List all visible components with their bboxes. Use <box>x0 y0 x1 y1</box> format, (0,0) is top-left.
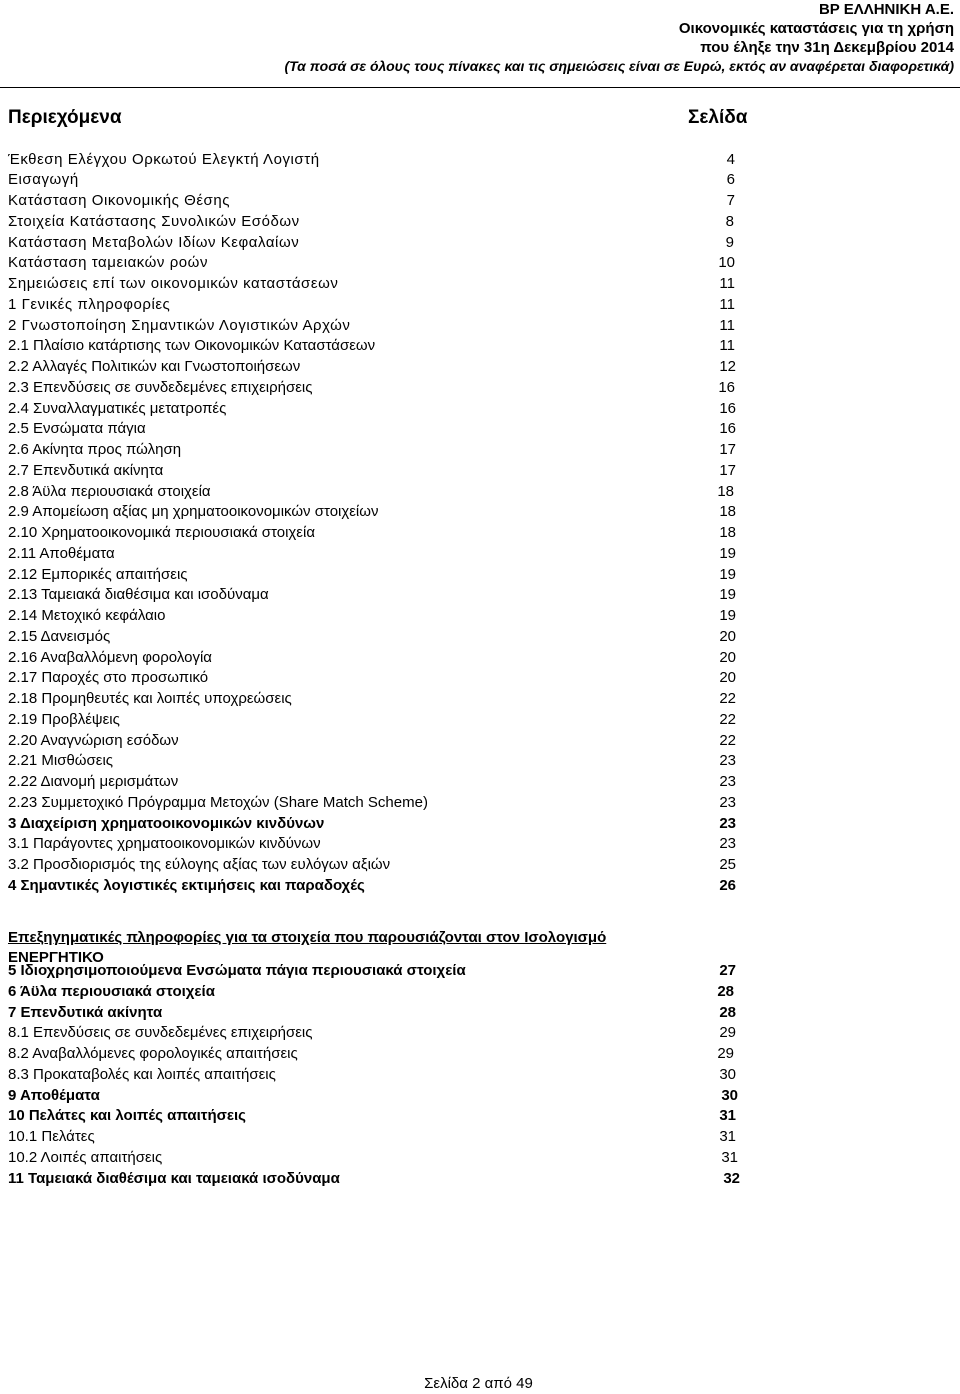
page-number-label: Σελίδα 2 από 49 <box>424 1375 533 1392</box>
toc-entry-page: 11 <box>719 316 735 334</box>
toc-entry <box>8 377 768 398</box>
toc-entry-page: 26 <box>719 876 736 894</box>
toc-entry-title: Σημειώσεις επί των οικονομικών καταστάσεων <box>8 275 339 292</box>
toc-entry-title: Εισαγωγή <box>8 171 79 189</box>
toc-entry <box>8 211 768 232</box>
toc-entry <box>8 315 768 336</box>
toc-entry <box>8 1168 768 1189</box>
toc-entry-title: 4 Σημαντικές λογιστικές εκτιμήσεις και παραδοχές <box>8 876 365 894</box>
toc-entry <box>8 1064 768 1085</box>
toc-entry-title: 2.21 Μισθώσεις <box>8 752 114 770</box>
toc-entry-page: 19 <box>719 544 736 562</box>
toc-entry-title: 9 Αποθέματα <box>8 1086 100 1104</box>
toc-entry-page: 19 <box>719 565 736 583</box>
toc-entry-title: 2.1 Πλαίσιο κατάρτισης των Οικονομικών Καταστάσεων <box>8 337 376 355</box>
toc-entry-title: Έκθεση Ελέγχου Ορκωτού Ελεγκτή Λογιστή <box>8 150 320 168</box>
toc-entry-page: 20 <box>719 627 736 645</box>
toc-entry-title: 8.1 Επενδύσεις σε συνδεδεμένες επιχειρήσεις <box>8 1024 313 1042</box>
toc-entry-page: 23 <box>719 752 736 770</box>
toc-entry-page: 17 <box>719 441 736 458</box>
toc-entry <box>8 335 768 356</box>
toc-entry-title: 2.22 Διανομή μερισμάτων <box>8 773 179 790</box>
toc-entry <box>8 418 768 439</box>
toc-entry <box>8 960 768 981</box>
toc-entry-page: 23 <box>719 814 736 832</box>
toc-entry-title: 2.13 Ταμειακά διαθέσιμα και ισοδύναμα <box>8 586 269 604</box>
toc-entry-page: 18 <box>717 482 734 500</box>
toc-entry <box>8 1126 768 1147</box>
page-footer <box>0 1374 960 1394</box>
toc-entry-title: 2.6 Ακίνητα προς πώληση <box>8 441 182 458</box>
toc-entry-page: 28 <box>719 1003 736 1021</box>
toc-entry <box>8 501 768 522</box>
toc-entry <box>8 584 768 605</box>
toc-entry-title: 8.2 Αναβαλλόμενες φορολογικές απαιτήσεις <box>8 1045 298 1062</box>
toc-entry <box>8 460 768 481</box>
toc-entry-title: 10.2 Λοιπές απαιτήσεις <box>8 1148 163 1166</box>
toc-entry-page: 23 <box>719 773 736 790</box>
toc-entry-page: 20 <box>719 648 736 666</box>
toc-entry-page: 29 <box>717 1045 734 1062</box>
toc-entry-page: 4 <box>726 150 735 168</box>
toc-entry-title: 1 Γενικές πληροφορίες <box>8 295 171 313</box>
toc-entry-page: 22 <box>719 710 736 728</box>
toc-entry <box>8 564 768 585</box>
toc-entry <box>8 750 768 771</box>
toc-entry <box>8 667 768 688</box>
toc-entry-title: 2.16 Αναβαλλόμενη φορολογία <box>8 648 212 666</box>
toc-entry-title: 6 Άϋλα περιουσιακά στοιχεία <box>8 982 215 1000</box>
toc-entry-title: 7 Επενδυτικά ακίνητα <box>8 1003 163 1021</box>
toc-entry-page: 16 <box>718 378 735 396</box>
toc-entry-page: 8 <box>725 212 734 230</box>
toc-entry <box>8 688 768 709</box>
toc-title: Περιεχόμενα <box>8 107 122 128</box>
toc-entry-title: 2.4 Συναλλαγματικές μετατροπές <box>8 399 227 417</box>
toc-entry <box>8 481 768 502</box>
toc-entry-title: 2.10 Χρηματοοικονομικά περιουσιακά στοιχεία <box>8 524 315 541</box>
toc-entry <box>8 252 768 273</box>
toc-entry-page: 28 <box>717 982 734 1000</box>
toc-entry-page: 32 <box>723 1169 740 1187</box>
toc-entry-title: 3.1 Παράγοντες χρηματοοικονομικών κινδύνων <box>8 835 321 853</box>
toc-entry <box>8 647 768 668</box>
toc-entry <box>8 294 768 315</box>
toc-entry-page: 22 <box>719 690 736 707</box>
toc-entry-page: 30 <box>721 1086 738 1104</box>
company-name: BP ΕΛΛΗΝΙΚΗ Α.Ε. <box>818 1 954 18</box>
toc-entry-page: 6 <box>726 171 735 189</box>
toc-entry <box>8 522 768 543</box>
toc-entry-title: 2.23 Συμμετοχικό Πρόγραμμα Μετοχών (Share Match Scheme) <box>8 793 428 811</box>
toc-entry-title: 2.15 Δανεισμός <box>8 627 111 645</box>
report-period: που έληξε την 31η Δεκεμβρίου 2014 <box>700 39 954 56</box>
toc-entry <box>8 1147 768 1168</box>
toc-entry-title: 2.5 Ενσώματα πάγια <box>8 420 146 438</box>
toc-entry <box>8 190 768 211</box>
toc-entry-page: 27 <box>719 962 736 979</box>
toc-entry-page: 11 <box>719 275 735 292</box>
toc-entry-page: 11 <box>719 337 735 355</box>
toc-entry-title: 11 Ταμειακά διαθέσιμα και ταμειακά ισοδύναμα <box>8 1169 340 1187</box>
toc-entry-title: 2.20 Αναγνώριση εσόδων <box>8 731 179 749</box>
toc-entry-page: 11 <box>719 295 735 313</box>
toc-entry-title: 2.9 Απομείωση αξίας μη χρηματοοικονομικών στοιχείων <box>8 503 379 521</box>
currency-note: (Τα ποσά σε όλους τους πίνακες και τις σημειώσεις είναι σε Ευρώ, εκτός αν αναφέρεται διαφορετικά) <box>284 58 954 74</box>
toc-entry-page: 12 <box>719 358 736 375</box>
toc-entry-page: 16 <box>719 420 736 438</box>
toc-entry-title: Στοιχεία Κατάστασης Συνολικών Εσόδων <box>8 212 300 230</box>
toc-entry-page: 31 <box>719 1107 736 1125</box>
toc-entry <box>8 356 768 377</box>
toc-entry-title: 2.12 Εμπορικές απαιτήσεις <box>8 565 188 583</box>
toc-entry <box>8 398 768 419</box>
toc-entry <box>8 232 768 253</box>
toc-entry-page: 31 <box>719 1128 736 1145</box>
toc-entry <box>8 813 768 834</box>
toc-entry-title: 2.8 Άϋλα περιουσιακά στοιχεία <box>8 482 211 500</box>
toc-entry <box>8 439 768 460</box>
toc-entry-title: 2.19 Προβλέψεις <box>8 710 120 728</box>
toc-entry-title: Κατάσταση Μεταβολών Ιδίων Κεφαλαίων <box>8 233 300 251</box>
toc-entry <box>8 875 768 896</box>
toc-entry <box>8 149 768 170</box>
toc-entry <box>8 169 768 190</box>
toc-entry-title: 2.18 Προμηθευτές και λοιπές υποχρεώσεις <box>8 690 292 707</box>
toc-entry-title: 3 Διαχείριση χρηματοοικονομικών κινδύνων <box>8 814 325 832</box>
toc-entry-title: 2 Γνωστοποίηση Σημαντικών Λογιστικών Αρχών <box>8 316 351 334</box>
toc-entry-title: 8.3 Προκαταβολές και λοιπές απαιτήσεις <box>8 1065 276 1083</box>
toc-entry <box>8 605 768 626</box>
toc-entry-page: 10 <box>718 254 735 272</box>
toc-entry-title: 5 Ιδιοχρησιμοποιούμενα Ενσώματα πάγια περιουσιακά στοιχεία <box>8 962 466 979</box>
toc-entry-page: 31 <box>721 1148 738 1166</box>
toc-entry <box>8 273 768 294</box>
toc-entry <box>8 792 768 813</box>
toc-entry-title: 2.11 Αποθέματα <box>8 544 115 562</box>
toc-entry <box>8 833 768 854</box>
toc-entry-page: 29 <box>719 1024 736 1042</box>
toc-entry-title: Κατάσταση Οικονομικής Θέσης <box>8 192 231 209</box>
header-divider <box>0 87 960 88</box>
toc-entry-title: 2.3 Επενδύσεις σε συνδεδεμένες επιχειρήσεις <box>8 378 313 396</box>
toc-entry-title: 2.14 Μετοχικό κεφάλαιο <box>8 607 166 624</box>
toc-entry-page: 18 <box>719 524 736 541</box>
toc-entry <box>8 1085 768 1106</box>
toc-entry <box>8 626 768 647</box>
toc-entry-title: 10.1 Πελάτες <box>8 1128 95 1145</box>
toc-entry <box>8 730 768 751</box>
toc-entry-title: 2.7 Επενδυτικά ακίνητα <box>8 461 164 479</box>
toc-entry <box>8 709 768 730</box>
toc-entry-page: 19 <box>719 607 736 624</box>
toc-entry-title: 2.17 Παροχές στο προσωπικό <box>8 669 209 687</box>
toc-entry-page: 9 <box>725 233 734 251</box>
toc-entry-page: 25 <box>719 856 736 873</box>
toc-entry-page: 7 <box>726 192 735 209</box>
toc-entry-page: 23 <box>719 835 736 853</box>
explanatory-section-subtitle: ΕΝΕΡΓΗΤΙΚΟ <box>8 949 104 966</box>
explanatory-section-title: Επεξηγηματικές πληροφορίες για τα στοιχεία που παρουσιάζονται στον Ισολογισμό <box>8 929 607 946</box>
toc-entry <box>8 1022 768 1043</box>
toc-entry-page: 20 <box>719 669 736 687</box>
toc-entry-title: Κατάσταση ταμειακών ροών <box>8 254 208 272</box>
toc-entry <box>8 854 768 875</box>
toc-entry <box>8 1043 768 1064</box>
toc-entry-page: 22 <box>719 731 736 749</box>
toc-entry-title: 10 Πελάτες και λοιπές απαιτήσεις <box>8 1107 246 1125</box>
toc-entry-page: 18 <box>719 503 736 521</box>
toc-entry-title: 2.2 Αλλαγές Πολιτικών και Γνωστοποιήσεων <box>8 358 301 375</box>
toc-entry <box>8 1002 768 1023</box>
toc-entry-page: 23 <box>719 793 736 811</box>
document-header <box>284 0 954 76</box>
toc-entry-page: 17 <box>719 461 736 479</box>
toc-entry-page: 16 <box>719 399 736 417</box>
report-title: Οικονομικές καταστάσεις για τη χρήση <box>678 20 954 37</box>
toc-entry <box>8 771 768 792</box>
toc-entry <box>8 981 768 1002</box>
toc-entry-page: 30 <box>719 1065 736 1083</box>
toc-entry <box>8 1105 768 1126</box>
toc-entry <box>8 543 768 564</box>
toc-entry-title: 3.2 Προσδιορισμός της εύλογης αξίας των ευλόγων αξιών <box>8 856 391 873</box>
page-column-title: Σελίδα <box>688 107 748 128</box>
toc-entry-page: 19 <box>719 586 736 604</box>
